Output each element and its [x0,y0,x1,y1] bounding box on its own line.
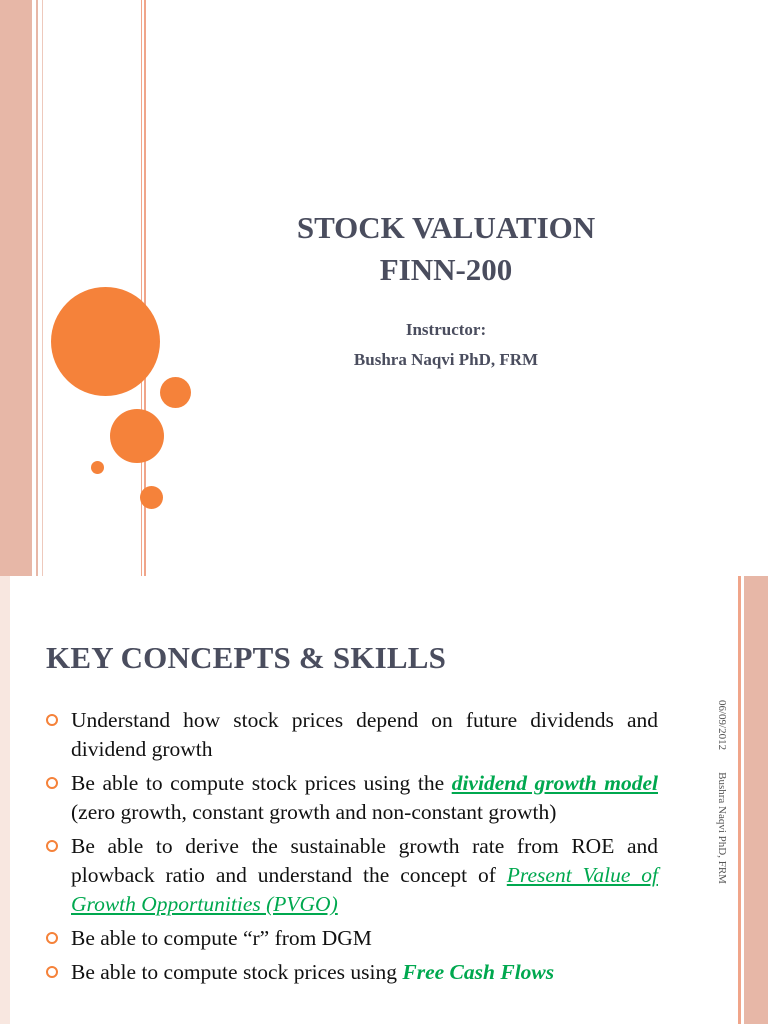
ring-bullet-icon [46,777,58,789]
right-decor-band [744,576,768,1024]
slide-title: STOCK VALUATION [296,210,596,245]
ring-bullet-icon [46,714,58,726]
decor-line [738,576,741,1024]
decor-line [42,0,43,576]
ring-bullet-icon [46,966,58,978]
list-item [46,958,658,987]
course-code: FINN-200 [379,252,513,287]
list-item [46,706,658,764]
free-cash-flows-text: Free Cash Flows [402,960,555,984]
decor-circle-tiny [91,461,104,474]
bullet-text: Be able to derive the sustainable growth rate from ROE and plowback ratio and understand the concept of [71,834,658,887]
instructor-label: Instructor: [405,320,487,339]
bullet-text: Be able to compute stock prices using the [71,771,452,795]
slide-title: KEY CONCEPTS & SKILLS [46,640,447,675]
bullet-text: Be able to compute “r” from DGM [71,926,372,950]
ring-bullet-icon [46,932,58,944]
left-decor-strip [0,576,10,1024]
slide-footer [711,700,731,920]
footer-text [716,700,728,884]
bullet-list [46,706,658,992]
instructor-name: Bushra Naqvi PhD, FRM [353,350,539,369]
content-slide [0,576,768,1024]
decor-circle-large [51,287,160,396]
bullet-text: Be able to compute stock prices using [71,960,403,984]
list-item [46,832,658,919]
decor-line [36,0,38,576]
ring-bullet-icon [46,840,58,852]
left-decor-band [0,0,32,576]
pvgo-link[interactable]: Present Value of Growth Opportunities (PVGO) [71,863,658,916]
decor-circle-medium [110,409,164,463]
list-item [46,769,658,827]
decor-circle-small [160,377,191,408]
footer-author: Bushra Naqvi PhD, FRM [716,772,728,884]
decor-circle-small [140,486,163,509]
bullet-text: (zero growth, constant growth and non-constant growth) [71,800,557,824]
footer-date: 06/09/2012 [716,700,728,751]
bullet-text: Understand how stock prices depend on future dividends and dividend growth [71,708,658,761]
dividend-growth-model-link[interactable]: dividend growth model [451,771,658,795]
list-item [46,924,658,953]
